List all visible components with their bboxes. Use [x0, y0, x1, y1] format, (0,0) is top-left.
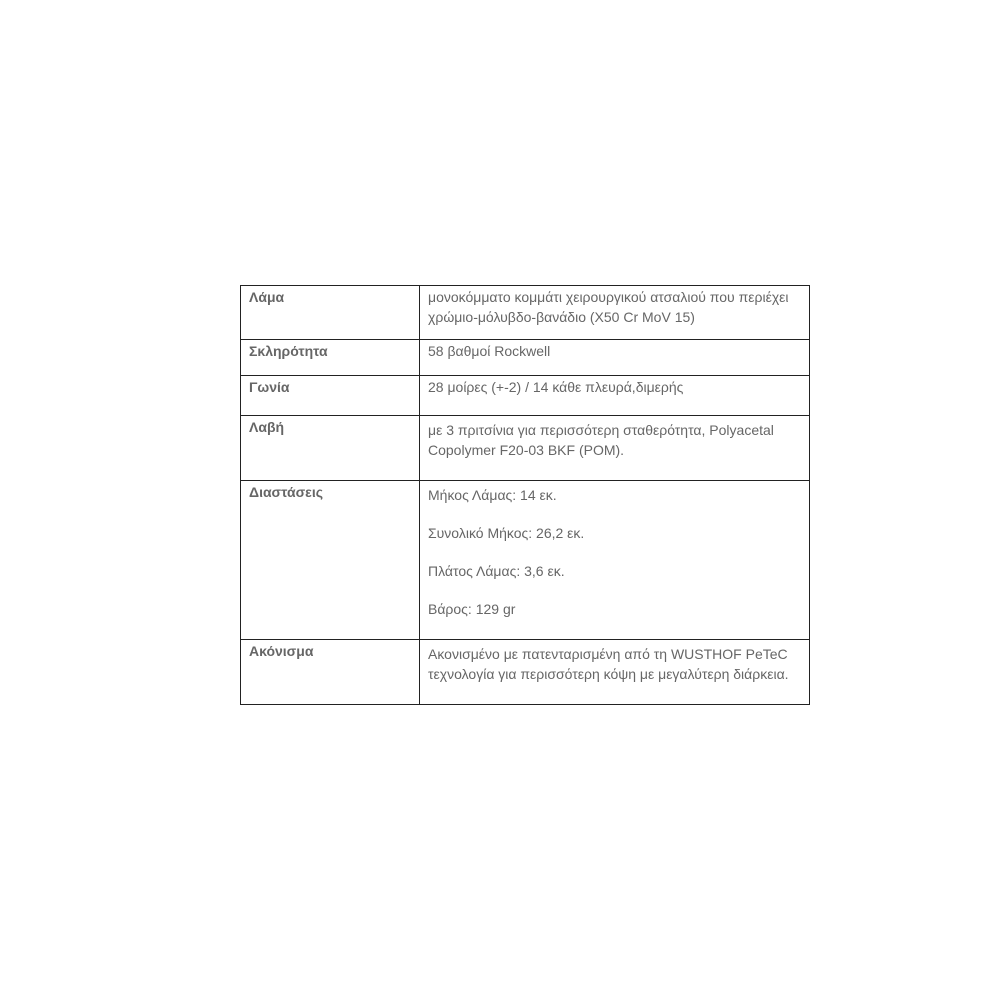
table-row: [241, 416, 810, 481]
spec-label-hardness: Σκληρότητα: [241, 340, 420, 376]
table-row: [241, 481, 810, 640]
spec-value-hardness: 58 βαθμοί Rockwell: [420, 340, 810, 376]
table-row: [241, 640, 810, 705]
table-row: [241, 286, 810, 340]
spec-value-dimensions: [420, 481, 810, 640]
dimension-blade-length: Μήκος Λάμας: 14 εκ.: [428, 487, 557, 503]
spec-label-sharpening: Ακόνισμα: [241, 640, 420, 705]
spec-label-handle: Λαβή: [241, 416, 420, 481]
table-row: [241, 340, 810, 376]
spec-label-dimensions: Διαστάσεις: [241, 481, 420, 640]
spec-value-sharpening: Ακονισμένο με πατενταρισμένη από τη WUSTHOF PeTeC τεχνολογία για περισσότερη κόψη με μεγαλύτερη διάρκεια.: [420, 640, 810, 705]
table-row: [241, 376, 810, 416]
dimension-weight: Βάρος: 129 gr: [428, 601, 516, 617]
spec-value-blade: μονοκόμματο κομμάτι χειρουργικού ατσαλιού που περιέχει χρώμιο-μόλυβδο-βανάδιο (X50 Cr MoV 15): [420, 286, 810, 340]
dimension-blade-width: Πλάτος Λάμας: 3,6 εκ.: [428, 563, 565, 579]
spec-label-blade: Λάμα: [241, 286, 420, 340]
spec-value-handle: με 3 πριτσίνια για περισσότερη σταθερότητα, Polyacetal Copolymer F20-03 BKF (POM).: [420, 416, 810, 481]
dimension-total-length: Συνολικό Μήκος: 26,2 εκ.: [428, 525, 585, 541]
spec-table: [240, 285, 810, 705]
spec-label-angle: Γωνία: [241, 376, 420, 416]
spec-value-angle: 28 μοίρες (+-2) / 14 κάθε πλευρά,διμερής: [420, 376, 810, 416]
